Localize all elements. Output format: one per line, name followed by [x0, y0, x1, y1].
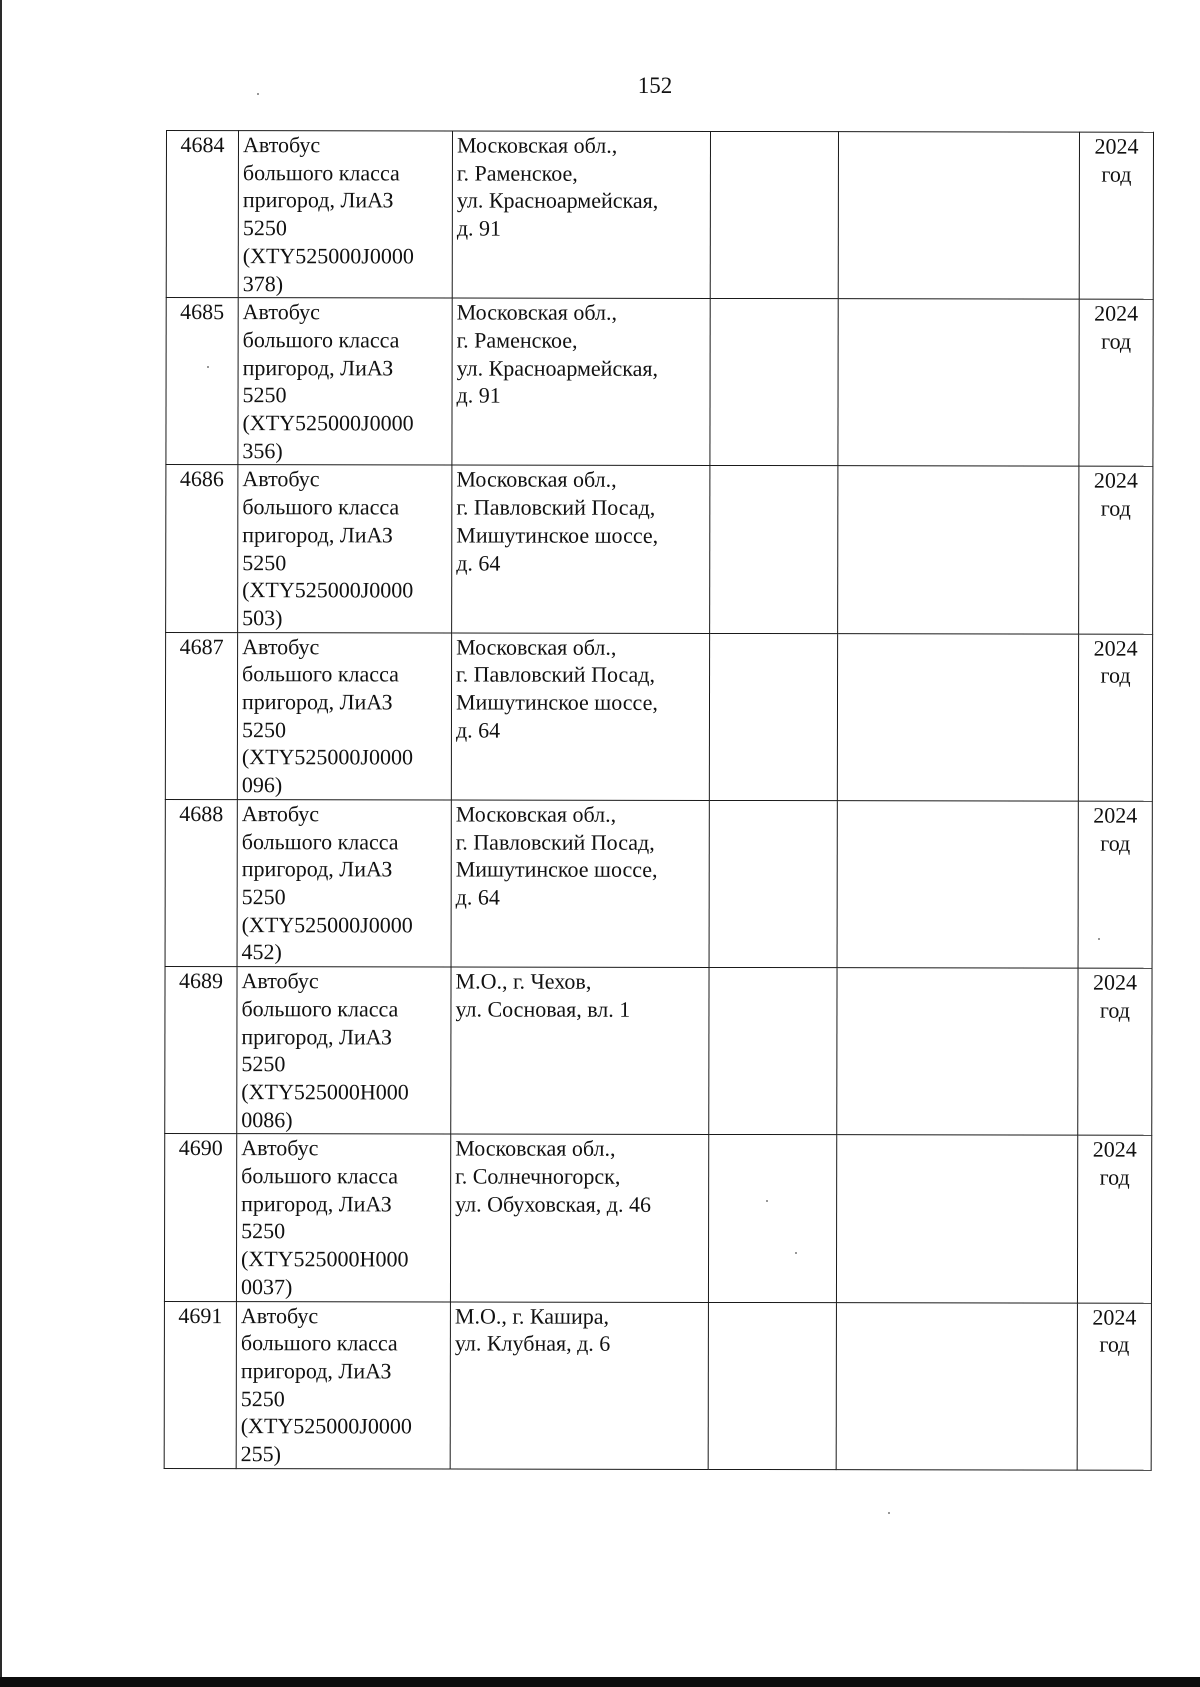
vehicle-name-line: 5250 — [241, 716, 286, 742]
vehicle-name-line: 356) — [242, 437, 283, 463]
vehicle-name-cell — [237, 967, 451, 1135]
row-number-cell — [165, 967, 237, 1134]
vehicle-name-line: Автобус — [242, 132, 321, 158]
table-row — [166, 131, 1153, 300]
address-cell — [451, 633, 709, 801]
address-line: д. 91 — [456, 382, 501, 408]
table-row — [166, 298, 1153, 467]
address-line: д. 64 — [455, 884, 500, 910]
scan-left-edge — [0, 0, 2, 1687]
empty-cell — [838, 299, 1079, 467]
address-line: Московская обл., — [456, 634, 617, 660]
scan-speck — [257, 93, 259, 95]
year-cell — [1078, 801, 1152, 968]
empty-cell — [710, 299, 838, 466]
vehicle-name-line: пригород, ЛиАЗ — [241, 1190, 392, 1217]
vehicle-name-line: (XTY525000H000 — [241, 1079, 409, 1105]
vehicle-name-line: (XTY525000J0000 — [241, 744, 414, 770]
vehicle-name-line: пригород, ЛиАЗ — [242, 187, 394, 213]
year-cell — [1078, 968, 1152, 1135]
scan-speck — [1098, 938, 1100, 940]
vehicle-name-line: большого класса — [241, 1163, 399, 1189]
row-number: 4691 — [178, 1302, 223, 1328]
vehicle-name-cell — [237, 632, 451, 800]
year-line: 2024 — [1093, 635, 1138, 661]
year-line: 2024 — [1093, 468, 1138, 494]
year-line: год — [1099, 997, 1131, 1023]
address-cell — [452, 298, 710, 466]
year-line: год — [1100, 830, 1131, 856]
year-line: год — [1100, 495, 1131, 521]
vehicle-name-line: 5250 — [241, 884, 286, 910]
address-line: г. Павловский Посад, — [456, 661, 656, 688]
table-row — [165, 967, 1152, 1136]
vehicle-name-line: Автобус — [242, 299, 320, 325]
vehicle-name-line: 452) — [241, 939, 282, 965]
vehicle-name-line: Автобус — [241, 801, 320, 827]
empty-cell — [837, 633, 1078, 801]
vehicle-name-line: пригород, ЛиАЗ — [241, 689, 393, 715]
address-line: ул. Обуховская, д. 46 — [455, 1191, 652, 1217]
address-line: д. 64 — [455, 717, 501, 743]
address-cell — [450, 1134, 708, 1302]
vehicle-name-line: Автобус — [241, 1135, 319, 1161]
vehicle-name-line: большого класса — [240, 1330, 398, 1356]
row-number-cell — [164, 1134, 236, 1301]
vehicle-name-line: большого класса — [241, 828, 399, 854]
vehicle-name-line: большого класса — [242, 159, 400, 186]
table-row — [166, 465, 1153, 634]
row-number-cell — [164, 1301, 236, 1468]
empty-cell — [836, 1135, 1077, 1303]
vehicle-name-cell — [236, 1134, 450, 1302]
address-line: г. Солнечногорск, — [455, 1163, 621, 1189]
table-row — [165, 632, 1152, 801]
year-line: год — [1100, 662, 1131, 689]
address-line: г. Раменское, — [456, 160, 578, 186]
table-row — [165, 799, 1152, 968]
vehicle-name-line: (XTY525000J0000 — [240, 1413, 412, 1439]
vehicle-name-cell — [238, 465, 452, 633]
vehicle-name-line: (XTY525000J0000 — [242, 242, 414, 269]
row-number-cell — [166, 298, 238, 465]
table-row — [164, 1134, 1151, 1303]
vehicle-name-line: (XTY525000J0000 — [242, 410, 414, 436]
address-cell — [451, 967, 709, 1135]
vehicle-name-line: пригород, ЛиАЗ — [241, 1023, 393, 1049]
vehicle-name-line: большого класса — [242, 494, 400, 520]
address-cell — [452, 131, 710, 299]
vehicle-name-line: 5250 — [242, 382, 287, 408]
page-number: 152 — [637, 73, 673, 98]
address-cell — [450, 1302, 708, 1470]
empty-cell — [708, 1135, 836, 1302]
year-cell — [1077, 1303, 1151, 1470]
vehicle-name-line: 255) — [240, 1441, 282, 1467]
address-line: Московская обл., — [455, 1135, 616, 1162]
vehicle-name-line: (XTY525000J0000 — [242, 577, 414, 603]
row-number-cell — [166, 131, 238, 298]
vehicle-name-line: пригород, ЛиАЗ — [240, 1358, 392, 1384]
vehicle-name-line: пригород, ЛиАЗ — [241, 856, 393, 882]
address-cell — [451, 800, 709, 968]
empty-cell — [710, 466, 838, 633]
address-line: ул. Красноармейская, — [456, 355, 658, 381]
year-cell — [1079, 132, 1153, 299]
vehicle-name-cell — [237, 800, 451, 968]
row-number: 4685 — [180, 299, 225, 325]
vehicle-registry-table — [164, 130, 1154, 1470]
year-line: 2024 — [1094, 300, 1139, 326]
address-line: Московская обл., — [456, 466, 617, 493]
address-line: М.О., г. Кашира, — [454, 1303, 610, 1329]
address-line: Мишутинское шоссе, — [456, 522, 659, 548]
row-number: 4687 — [179, 633, 224, 659]
vehicle-name-line: 0086) — [241, 1106, 293, 1132]
year-line: 2024 — [1093, 802, 1138, 828]
row-number-cell — [165, 799, 237, 966]
vehicle-name-line: Автобус — [240, 1302, 319, 1328]
vehicle-name-line: (XTY525000J0000 — [241, 911, 413, 938]
row-number: 4689 — [178, 968, 224, 994]
empty-cell — [710, 131, 838, 298]
empty-cell — [838, 132, 1079, 300]
vehicle-name-line: 378) — [242, 270, 284, 296]
year-line: 2024 — [1094, 133, 1139, 159]
address-line: ул. Клубная, д. 6 — [454, 1330, 611, 1357]
year-cell — [1079, 467, 1153, 634]
empty-cell — [836, 1302, 1077, 1470]
row-number: 4690 — [178, 1135, 223, 1161]
address-line: ул. Сосновая, вл. 1 — [455, 996, 631, 1022]
scan-bottom-edge — [0, 1677, 1200, 1687]
empty-cell — [708, 1302, 836, 1469]
vehicle-name-cell — [238, 298, 452, 466]
address-cell — [452, 465, 710, 633]
empty-cell — [709, 633, 837, 800]
year-line: год — [1101, 328, 1132, 354]
address-line: Московская обл., — [456, 299, 618, 326]
table-body — [164, 131, 1153, 1470]
row-number: 4684 — [180, 132, 225, 158]
year-line: год — [1099, 1164, 1130, 1190]
year-line: 2024 — [1092, 969, 1138, 995]
vehicle-name-line: 5250 — [241, 1051, 286, 1077]
address-line: Мишутинское шоссе, — [455, 689, 658, 715]
address-line: Московская обл., — [455, 801, 617, 827]
scan-speck — [795, 1252, 797, 1254]
vehicle-name-line: 5250 — [242, 215, 287, 241]
vehicle-name-cell — [238, 131, 452, 299]
address-line: г. Павловский Посад, — [456, 494, 656, 520]
address-line: г. Павловский Посад, — [455, 829, 655, 855]
address-line: ул. Красноармейская, — [456, 187, 659, 214]
empty-cell — [709, 968, 837, 1135]
address-line: Мишутинское шоссе, — [455, 856, 658, 883]
vehicle-name-line: 5250 — [242, 549, 287, 575]
vehicle-name-line: 5250 — [241, 1218, 286, 1244]
row-number-cell — [165, 632, 237, 799]
empty-cell — [838, 466, 1079, 634]
vehicle-name-line: большого класса — [242, 661, 399, 687]
scan-speck — [766, 1200, 768, 1202]
vehicle-name-line: 503) — [242, 605, 283, 631]
vehicle-name-line: пригород, ЛиАЗ — [242, 354, 394, 381]
year-cell — [1078, 634, 1152, 801]
empty-cell — [709, 800, 837, 967]
vehicle-name-cell — [236, 1301, 450, 1469]
vehicle-name-line: Автобус — [242, 466, 320, 492]
year-line: год — [1099, 1331, 1130, 1357]
address-line: д. 91 — [456, 215, 502, 241]
vehicle-name-line: 0037) — [240, 1273, 293, 1300]
address-line: д. 64 — [456, 550, 501, 576]
vehicle-name-line: 096) — [241, 772, 283, 798]
vehicle-name-line: Автобус — [241, 968, 319, 994]
empty-cell — [837, 801, 1078, 969]
empty-cell — [837, 968, 1078, 1136]
year-line: год — [1101, 161, 1132, 187]
vehicle-name-line: большого класса — [242, 327, 400, 353]
year-cell — [1077, 1135, 1151, 1302]
scan-speck — [888, 1512, 890, 1514]
row-number: 4686 — [179, 466, 224, 492]
table-row — [164, 1301, 1151, 1470]
address-line: Московская обл., — [456, 132, 618, 158]
address-line: г. Раменское, — [456, 327, 578, 353]
row-number: 4688 — [179, 800, 224, 826]
year-line: 2024 — [1092, 1304, 1137, 1330]
vehicle-name-line: пригород, ЛиАЗ — [242, 521, 393, 548]
year-cell — [1079, 299, 1153, 466]
year-line: 2024 — [1092, 1136, 1137, 1163]
vehicle-name-line: (XTY525000H000 — [241, 1246, 409, 1272]
vehicle-name-line: большого класса — [241, 995, 399, 1022]
address-line: М.О., г. Чехов, — [455, 968, 592, 994]
row-number-cell — [166, 465, 238, 632]
vehicle-name-line: Автобус — [242, 633, 320, 659]
vehicle-name-line: 5250 — [240, 1385, 285, 1411]
scan-speck — [207, 366, 209, 368]
